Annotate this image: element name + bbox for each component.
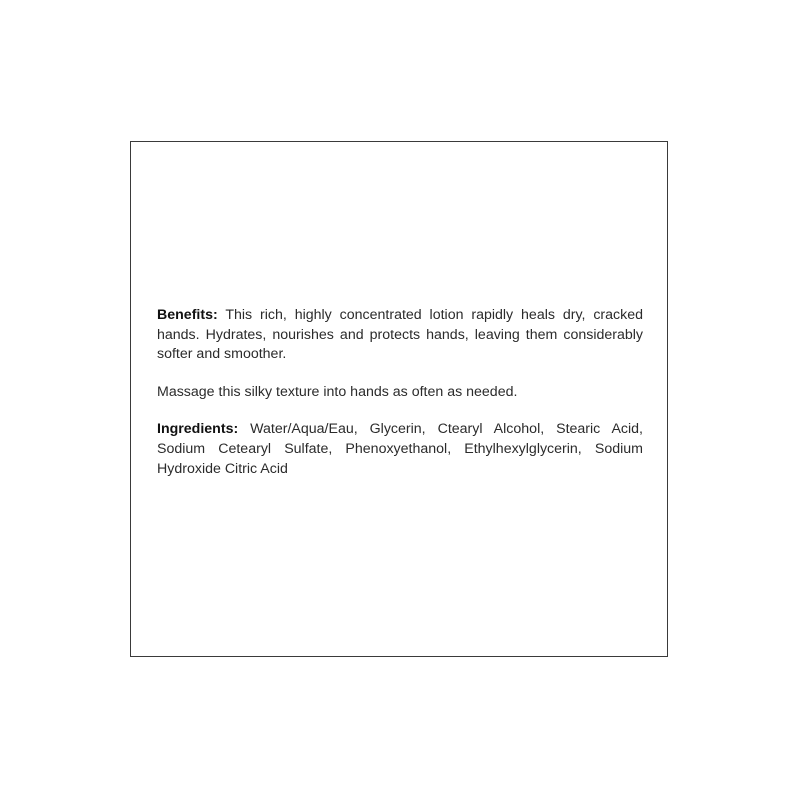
benefits-text: This rich, highly concentrated lotion rapidly heals dry, cracked hands. Hydrates, nourishes and protects hands, leaving them considerably softer and smoother. bbox=[157, 307, 643, 363]
usage-paragraph: Massage this silky texture into hands as often as needed. bbox=[157, 383, 518, 400]
ingredients-heading: Ingredients: bbox=[157, 421, 239, 438]
benefits-paragraph bbox=[157, 306, 643, 365]
benefits-heading: Benefits: bbox=[157, 307, 218, 323]
ingredients-text: Water/Aqua/Eau, Glycerin, Ctearyl Alcohol, Stearic Acid, Sodium Cetearyl Sulfate, Phenoxyethanol, Ethylhexylglycerin, Sodium Hydroxide Citric Acid bbox=[157, 421, 643, 477]
ingredients-paragraph bbox=[157, 420, 643, 479]
label-text-block bbox=[157, 306, 643, 497]
product-label-box bbox=[130, 141, 668, 657]
